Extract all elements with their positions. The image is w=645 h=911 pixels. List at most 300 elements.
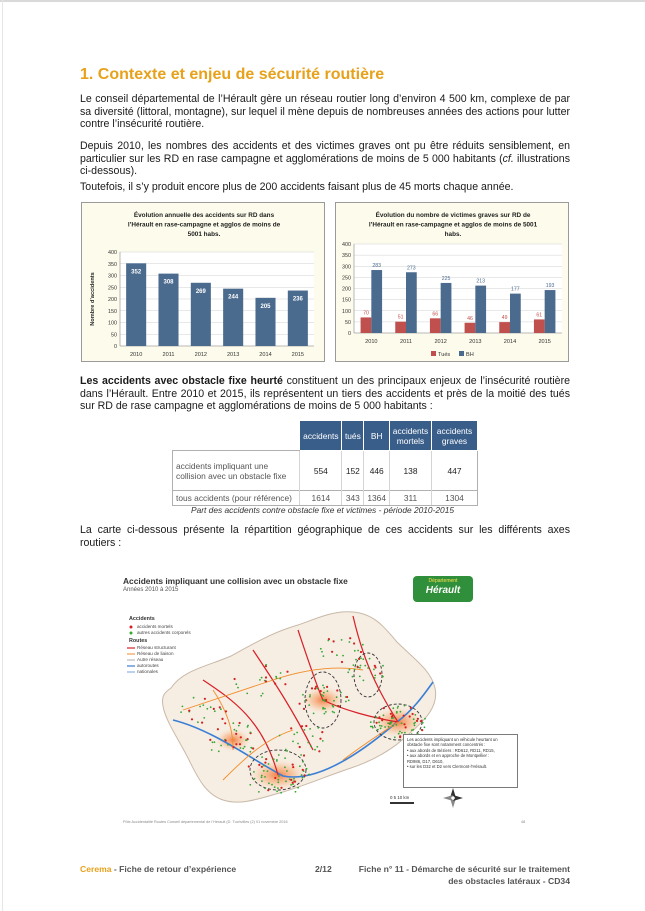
other-accident-dot	[363, 680, 365, 682]
other-accident-dot	[412, 729, 414, 731]
other-accident-dot	[286, 770, 288, 772]
table-row-label: tous accidents (pour référence)	[173, 491, 300, 506]
paragraph-obstacle-bold: Les accidents avec obstacle fixe heurté	[80, 375, 283, 387]
other-accident-dot	[261, 780, 263, 782]
map-svg	[113, 570, 531, 828]
other-accident-dot	[261, 775, 263, 777]
mortal-accident-dot	[409, 715, 411, 717]
y-tick-label: 300	[108, 273, 117, 280]
other-accident-dot	[322, 740, 324, 742]
bar-value-label: 352	[131, 269, 142, 276]
other-accident-dot	[394, 736, 396, 738]
x-tick-label: 2015	[291, 352, 305, 358]
x-tick-label: 2013	[469, 339, 482, 345]
other-accident-dot	[322, 695, 324, 697]
x-tick-label: 2011	[162, 352, 175, 358]
mortal-accident-dot	[405, 726, 407, 728]
mortal-accident-dot	[213, 708, 215, 710]
x-tick-label: 2010	[365, 339, 378, 345]
y-tick-label: 250	[342, 275, 351, 282]
other-accident-dot	[210, 706, 212, 708]
table-header: accidents	[300, 421, 342, 451]
mortal-accident-dot	[235, 733, 237, 735]
other-accident-dot	[387, 722, 389, 724]
map-title: Accidents impliquant une collision avec un obstacle fixe	[123, 576, 348, 586]
other-accident-dot	[323, 655, 325, 657]
x-tick-label: 2012	[434, 339, 447, 345]
mortal-accident-dot	[403, 723, 405, 725]
y-tick-label: 50	[345, 319, 351, 326]
bar-tus	[465, 323, 476, 333]
other-accident-dot	[271, 784, 273, 786]
bar-value-label: 66	[432, 311, 439, 318]
table-cell: 311	[390, 491, 432, 506]
other-accident-dot	[286, 750, 288, 752]
other-accident-dot	[249, 732, 251, 734]
bar	[126, 263, 146, 346]
other-accident-dot	[332, 711, 334, 713]
mortal-accident-dot	[314, 688, 316, 690]
table-cell: 446	[364, 451, 390, 491]
bar-bh	[406, 272, 417, 333]
mortal-accident-dot	[353, 642, 355, 644]
other-accident-dot	[391, 718, 393, 720]
map-scale-bar	[390, 802, 414, 804]
bar-tus	[534, 319, 545, 333]
other-accident-dot	[392, 707, 394, 709]
mortal-accident-dot	[417, 718, 419, 720]
other-accident-dot	[234, 729, 236, 731]
map-note-line: obstacle fixe sont notamment concentrés :	[407, 742, 486, 748]
mortal-accident-dot	[225, 710, 227, 712]
other-accident-dot	[193, 697, 195, 699]
other-accident-dot	[302, 777, 304, 779]
paragraph-reduction-text: Depuis 2010, les nombres des accidents et des victimes graves ont pu être réduits sensiblement, en particulier sur les RD en rase campagne et agglomérations de moins de 5 000 habitants (	[80, 140, 570, 165]
mortal-accident-dot	[315, 686, 317, 688]
map-note-line: • sur les D32 et D2 vers Clermont-l’Hérault.	[407, 764, 488, 770]
other-accident-dot	[317, 688, 319, 690]
other-accident-dot	[309, 694, 311, 696]
other-accident-dot	[325, 711, 327, 713]
other-accident-dot	[264, 787, 266, 789]
top-rule	[0, 0, 645, 2]
y-tick-label: 150	[342, 297, 351, 304]
mortal-accident-dot	[234, 678, 236, 680]
mortal-accident-dot	[209, 739, 211, 741]
other-accident-dot	[293, 778, 295, 780]
footer-left-text: - Fiche de retour d’expérience	[111, 864, 237, 874]
other-accident-dot	[384, 726, 386, 728]
mortal-accident-dot	[290, 727, 292, 729]
other-accident-dot	[211, 749, 213, 751]
other-accident-dot	[382, 665, 384, 667]
legend-mortal-dot	[130, 626, 133, 629]
other-accident-dot	[377, 729, 379, 731]
other-accident-dot	[414, 714, 416, 716]
table-header: BH	[364, 421, 390, 451]
mortal-accident-dot	[248, 765, 250, 767]
other-accident-dot	[299, 765, 301, 767]
bar-value-label: 273	[407, 265, 416, 272]
other-accident-dot	[261, 677, 263, 679]
footer-page: 2/12	[315, 864, 332, 874]
chart-victims-svg	[336, 203, 570, 363]
other-accident-dot	[278, 754, 280, 756]
mortal-accident-dot	[379, 672, 381, 674]
bar-bh	[371, 270, 382, 333]
other-accident-dot	[360, 665, 362, 667]
other-accident-dot	[259, 679, 261, 681]
map-note-line: Les accidents impliquant un véhicule heurtant un	[407, 737, 498, 742]
bar-value-label: 308	[163, 279, 174, 286]
y-axis-label: Nombre d’accidents	[90, 272, 96, 326]
mortal-accident-dot	[326, 686, 328, 688]
other-accident-dot	[372, 727, 374, 729]
chart-title-line: Évolution du nombre de victimes graves sur RD de	[375, 212, 531, 219]
y-tick-label: 400	[342, 242, 351, 248]
mortal-accident-dot	[299, 703, 301, 705]
other-accident-dot	[314, 749, 316, 751]
map-note-line: • aux abords de Béziers : RD612, RD11, RD15,	[407, 747, 495, 753]
other-accident-dot	[341, 639, 343, 641]
mortal-accident-dot	[374, 666, 376, 668]
other-accident-dot	[297, 787, 299, 789]
other-accident-dot	[304, 729, 306, 731]
other-accident-dot	[307, 742, 309, 744]
mortal-accident-dot	[265, 676, 267, 678]
mortal-accident-dot	[412, 713, 414, 715]
mortal-accident-dot	[265, 758, 267, 760]
y-tick-label: 350	[342, 253, 351, 260]
other-accident-dot	[336, 696, 338, 698]
left-rule	[2, 0, 3, 911]
mortal-accident-dot	[292, 782, 294, 784]
x-tick-label: 2015	[538, 339, 551, 345]
mortal-accident-dot	[191, 718, 193, 720]
other-accident-dot	[236, 730, 238, 732]
table-cell: 343	[342, 491, 364, 506]
x-tick-label: 2014	[259, 352, 272, 358]
table-cell: 447	[432, 451, 478, 491]
mortal-accident-dot	[302, 769, 304, 771]
section-title: 1. Contexte et enjeu de sécurité routière	[80, 66, 385, 83]
mortal-accident-dot	[303, 708, 305, 710]
other-accident-dot	[379, 725, 381, 727]
bar-value-label: 236	[292, 296, 303, 303]
mortal-accident-dot	[410, 707, 412, 709]
map-legend-routes-heading: Routes	[129, 638, 148, 644]
other-accident-dot	[308, 774, 310, 776]
other-accident-dot	[357, 650, 359, 652]
other-accident-dot	[322, 685, 324, 687]
y-tick-label: 100	[108, 320, 117, 327]
other-accident-dot	[264, 776, 266, 778]
legend-label: Tués	[438, 352, 451, 358]
other-accident-dot	[263, 770, 265, 772]
chart-accidents-svg	[82, 203, 326, 363]
x-tick-label: 2012	[194, 352, 208, 358]
footer-right-line1: Fiche n° 11 - Démarche de sécurité sur le traitement	[358, 864, 570, 874]
mortal-accident-dot	[320, 690, 322, 692]
other-accident-dot	[203, 717, 205, 719]
table-cell: 1614	[300, 491, 342, 506]
mortal-accident-dot	[311, 687, 313, 689]
bar-value-label: 61	[536, 312, 543, 319]
mortal-accident-dot	[240, 736, 242, 738]
other-accident-dot	[374, 677, 376, 679]
other-accident-dot	[197, 721, 199, 723]
bar-value-label: 213	[476, 278, 486, 285]
mortal-accident-dot	[304, 774, 306, 776]
mortal-accident-dot	[346, 696, 348, 698]
other-accident-dot	[180, 711, 182, 713]
other-accident-dot	[218, 750, 220, 752]
other-accident-dot	[232, 722, 234, 724]
paragraph-network: Le conseil départemental de l’Hérault gère un réseau routier long d’environ 4 500 km, complexe de par sa diversité (littoral, montagne), sur lequel il mène depuis de nombreuses années des actions pour lutter contre l’insécurité routière.	[80, 93, 570, 131]
table-row	[173, 491, 478, 506]
paragraph-deaths: Toutefois, il s’y produit encore plus de 200 accidents faisant plus de 45 morts chaque année.	[80, 181, 514, 193]
other-accident-dot	[413, 718, 415, 720]
mortal-accident-dot	[318, 750, 320, 752]
map-legend-item: autoroutes	[137, 663, 159, 668]
mortal-accident-dot	[303, 754, 305, 756]
other-accident-dot	[268, 782, 270, 784]
other-accident-dot	[240, 747, 242, 749]
bar-bh	[441, 283, 452, 333]
table-cell: 138	[390, 451, 432, 491]
other-accident-dot	[422, 722, 424, 724]
mortal-accident-dot	[239, 722, 241, 724]
legend-label: BH	[466, 352, 474, 358]
other-accident-dot	[348, 700, 350, 702]
other-accident-dot	[327, 690, 329, 692]
other-accident-dot	[354, 650, 356, 652]
other-accident-dot	[424, 718, 426, 720]
other-accident-dot	[310, 745, 312, 747]
other-accident-dot	[276, 790, 278, 792]
other-accident-dot	[313, 713, 315, 715]
mortal-accident-dot	[292, 766, 294, 768]
other-accident-dot	[399, 731, 401, 733]
other-accident-dot	[214, 741, 216, 743]
other-accident-dot	[202, 704, 204, 706]
table-header-row	[173, 421, 478, 451]
mortal-accident-dot	[219, 706, 221, 708]
paragraph-obstacle	[80, 375, 570, 413]
mortal-accident-dot	[421, 729, 423, 731]
bar-value-label: 177	[511, 286, 520, 293]
map-note-box	[403, 734, 518, 788]
mortal-accident-dot	[239, 743, 241, 745]
bar-tus	[430, 318, 441, 333]
other-accident-dot	[237, 687, 239, 689]
bar-value-label: 193	[545, 283, 555, 290]
other-accident-dot	[349, 669, 351, 671]
mortal-accident-dot	[403, 715, 405, 717]
other-accident-dot	[265, 664, 267, 666]
other-accident-dot	[388, 726, 390, 728]
other-accident-dot	[246, 739, 248, 741]
mortal-accident-dot	[274, 777, 276, 779]
mortal-accident-dot	[331, 651, 333, 653]
other-accident-dot	[362, 644, 364, 646]
other-accident-dot	[285, 749, 287, 751]
mortal-accident-dot	[378, 716, 380, 718]
other-accident-dot	[300, 754, 302, 756]
other-accident-dot	[274, 786, 276, 788]
other-accident-dot	[277, 779, 279, 781]
other-accident-dot	[220, 745, 222, 747]
bar-bh	[510, 294, 521, 333]
chart-title-line: 5001 habs.	[187, 231, 221, 238]
other-accident-dot	[284, 766, 286, 768]
y-tick-label: 350	[108, 261, 117, 268]
other-accident-dot	[306, 768, 308, 770]
other-accident-dot	[290, 784, 292, 786]
other-accident-dot	[347, 671, 349, 673]
map-legend-item: accidents mortels	[137, 624, 173, 629]
mortal-accident-dot	[225, 739, 227, 741]
other-accident-dot	[253, 771, 255, 773]
other-accident-dot	[238, 725, 240, 727]
other-accident-dot	[249, 784, 251, 786]
map-footer: Pôle Accidentalité Routes Conseil départemental de l’Hérault (D. Tuchvilles (2) 01 novembre 2016	[123, 820, 288, 824]
mortal-accident-dot	[336, 689, 338, 691]
other-accident-dot	[353, 664, 355, 666]
other-accident-dot	[206, 708, 208, 710]
x-tick-label: 2014	[503, 339, 517, 345]
other-accident-dot	[261, 756, 263, 758]
map-legend-item: nationales	[137, 669, 158, 674]
other-accident-dot	[359, 667, 361, 669]
bar-value-label: 244	[228, 294, 239, 301]
other-accident-dot	[414, 725, 416, 727]
other-accident-dot	[275, 676, 277, 678]
table-header: tués	[342, 421, 364, 451]
legend-swatch	[459, 351, 464, 356]
mortal-accident-dot	[357, 666, 359, 668]
other-accident-dot	[332, 706, 334, 708]
other-accident-dot	[301, 774, 303, 776]
other-accident-dot	[254, 778, 256, 780]
other-accident-dot	[382, 676, 384, 678]
other-accident-dot	[284, 757, 286, 759]
mortal-accident-dot	[383, 707, 385, 709]
bar-bh	[475, 286, 486, 333]
mortal-accident-dot	[221, 718, 223, 720]
y-tick-label: 0	[114, 344, 117, 350]
y-tick-label: 150	[108, 308, 117, 315]
other-accident-dot	[308, 704, 310, 706]
other-accident-dot	[390, 723, 392, 725]
mortal-accident-dot	[280, 787, 282, 789]
other-accident-dot	[309, 728, 311, 730]
other-accident-dot	[323, 692, 325, 694]
other-accident-dot	[220, 708, 222, 710]
chart-title-line: Évolution annuelle des accidents sur RD dans	[133, 212, 275, 219]
mortal-accident-dot	[264, 762, 266, 764]
other-accident-dot	[242, 748, 244, 750]
map-legend-item: Réseau structurant	[137, 645, 176, 650]
bar-tus	[395, 322, 406, 333]
other-accident-dot	[261, 776, 263, 778]
other-accident-dot	[342, 655, 344, 657]
bar-value-label: 46	[467, 315, 473, 322]
other-accident-dot	[373, 669, 375, 671]
table-header: accidents mortels	[390, 421, 432, 451]
other-accident-dot	[302, 761, 304, 763]
other-accident-dot	[199, 706, 201, 708]
other-accident-dot	[349, 641, 351, 643]
other-accident-dot	[355, 659, 357, 661]
mortal-accident-dot	[258, 764, 260, 766]
bar-value-label: 269	[195, 288, 206, 295]
other-accident-dot	[397, 706, 399, 708]
other-accident-dot	[383, 714, 385, 716]
other-accident-dot	[309, 696, 311, 698]
chart-title-line: habs.	[444, 231, 462, 238]
bar-bh	[545, 290, 556, 333]
bar-value-label: 283	[372, 263, 382, 270]
mortal-accident-dot	[274, 683, 276, 685]
other-accident-dot	[312, 735, 314, 737]
other-accident-dot	[398, 733, 400, 735]
chart-victims	[335, 202, 569, 362]
other-accident-dot	[276, 759, 278, 761]
other-accident-dot	[324, 708, 326, 710]
mortal-accident-dot	[349, 637, 351, 639]
paragraph-reduction	[80, 140, 570, 178]
other-accident-dot	[381, 725, 383, 727]
x-tick-label: 2011	[399, 339, 413, 345]
other-accident-dot	[263, 765, 265, 767]
other-accident-dot	[262, 693, 264, 695]
other-accident-dot	[323, 699, 325, 701]
mortal-accident-dot	[381, 719, 383, 721]
mortal-accident-dot	[252, 747, 254, 749]
y-tick-label: 0	[348, 331, 351, 337]
bar-value-label: 70	[363, 310, 369, 317]
mortal-accident-dot	[217, 728, 219, 730]
table-cell: 554	[300, 451, 342, 491]
map-legend-accidents-heading: Accidents	[129, 616, 155, 622]
mortal-accident-dot	[301, 725, 303, 727]
table-cell: 1304	[432, 491, 478, 506]
other-accident-dot	[305, 699, 307, 701]
mortal-accident-dot	[333, 640, 335, 642]
mortal-accident-dot	[390, 713, 392, 715]
other-accident-dot	[297, 743, 299, 745]
mortal-accident-dot	[341, 661, 343, 663]
other-accident-dot	[268, 763, 270, 765]
other-accident-dot	[370, 721, 372, 723]
other-accident-dot	[323, 687, 325, 689]
mortal-accident-dot	[376, 722, 378, 724]
other-accident-dot	[249, 751, 251, 753]
mortal-accident-dot	[261, 766, 263, 768]
mortal-accident-dot	[286, 671, 288, 673]
other-accident-dot	[316, 746, 318, 748]
mortal-accident-dot	[284, 683, 286, 685]
other-accident-dot	[396, 724, 398, 726]
footer-right-line2: des obstacles latéraux - CD34	[448, 876, 570, 886]
mortal-accident-dot	[358, 658, 360, 660]
other-accident-dot	[280, 672, 282, 674]
other-accident-dot	[273, 758, 275, 760]
mortal-accident-dot	[235, 743, 237, 745]
other-accident-dot	[393, 717, 395, 719]
legend-swatch	[431, 351, 436, 356]
